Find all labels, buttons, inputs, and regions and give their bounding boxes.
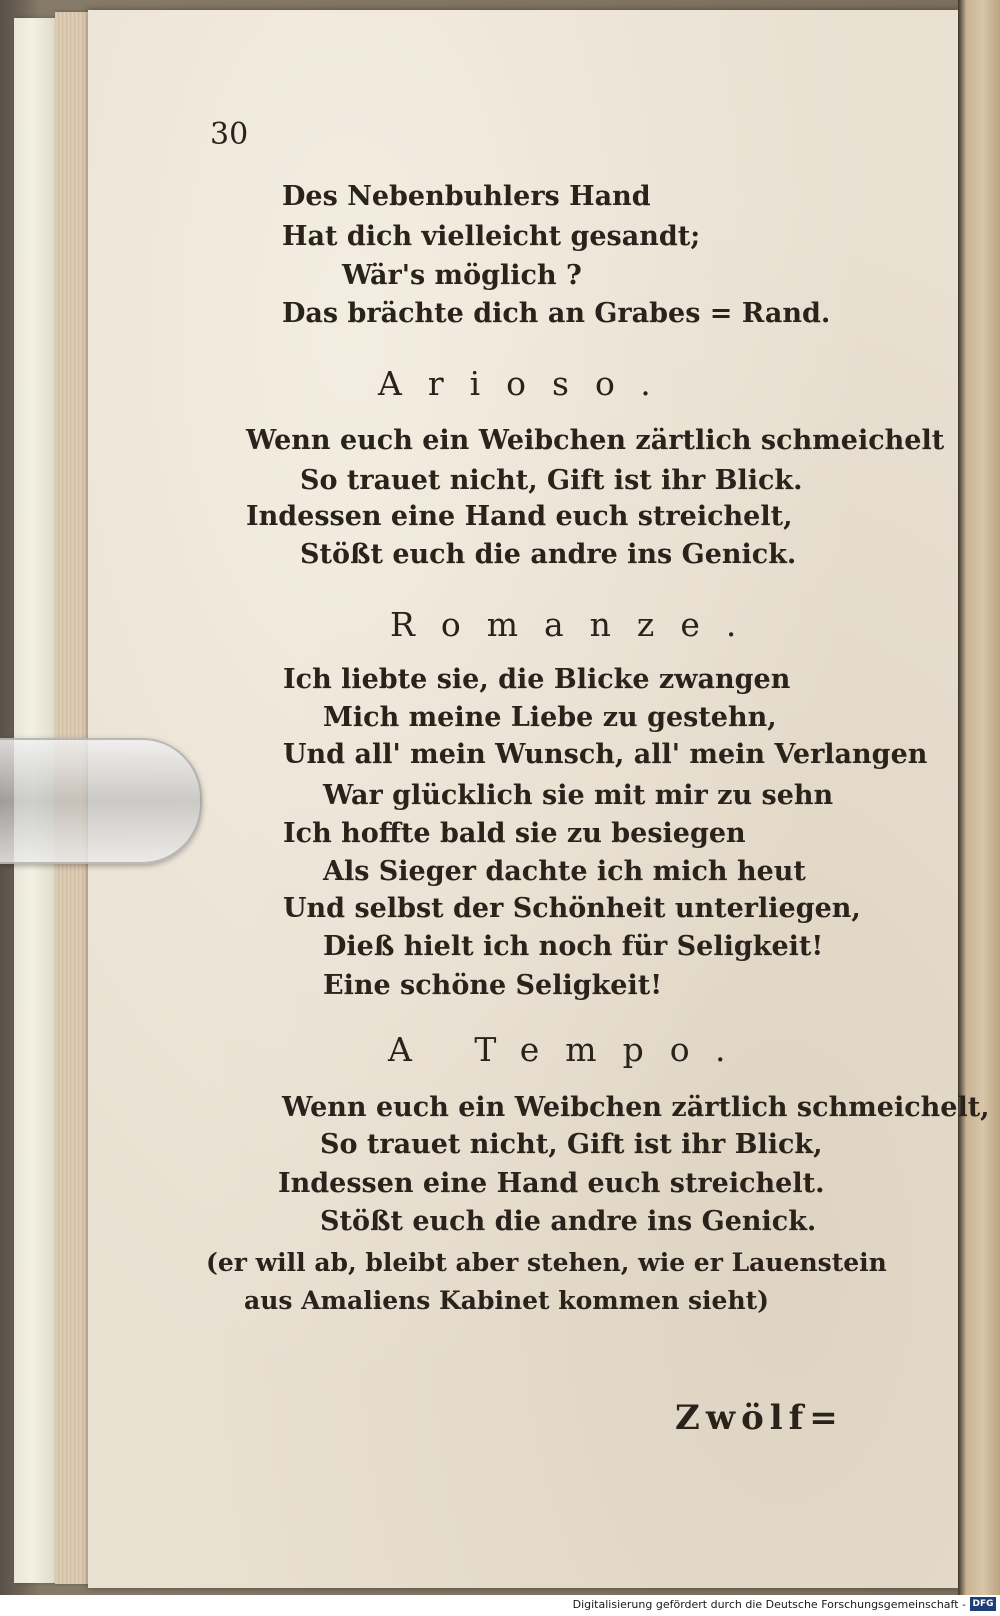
romanze-line-8: Dieß hielt ich noch für Seligkeit! — [323, 931, 824, 962]
romanze-line-6: Als Sieger dachte ich mich heut — [323, 856, 806, 887]
romanze-line-3: Und all' mein Wunsch, all' mein Verlangen — [283, 739, 928, 770]
stanza-1-line-1: Des Nebenbuhlers Hand — [282, 181, 651, 212]
a-tempo-line-1: Wenn euch ein Weibchen zärtlich schmeichelt, — [282, 1092, 990, 1123]
romanze-line-5: Ich hoffte bald sie zu besiegen — [283, 818, 746, 849]
stanza-1-line-3: Wär's möglich ? — [342, 260, 582, 291]
romanze-line-2: Mich meine Liebe zu gestehn, — [323, 702, 777, 733]
dfg-logo-icon: DFG — [970, 1597, 996, 1611]
romanze-line-9: Eine schöne Seligkeit! — [323, 970, 663, 1001]
arioso-line-2: So trauet nicht, Gift ist ihr Blick. — [300, 465, 803, 496]
footer-credit: Digitalisierung gefördert durch die Deutsche Forschungsgemeinschaft - — [572, 1598, 966, 1611]
stage-direction-line-2: aus Amaliens Kabinet kommen sieht) — [244, 1286, 770, 1315]
heading-romanze: Romanze. — [390, 605, 763, 644]
heading-a-tempo: A Tempo. — [388, 1030, 752, 1069]
romanze-line-4: War glücklich sie mit mir zu sehn — [323, 780, 834, 811]
stage-direction-line-1: (er will ab, bleibt aber stehen, wie er Lauenstein — [206, 1248, 887, 1277]
catchword: Zwölf= — [675, 1398, 844, 1438]
heading-arioso: Arioso. — [378, 364, 677, 403]
stanza-1-line-2: Hat dich vielleicht gesandt; — [282, 221, 701, 252]
arioso-line-1: Wenn euch ein Weibchen zärtlich schmeichelt — [246, 425, 945, 456]
stanza-1-line-4: Das brächte dich an Grabes = Rand. — [282, 298, 831, 329]
arioso-line-3: Indessen eine Hand euch streichelt, — [246, 501, 793, 532]
a-tempo-line-3: Indessen eine Hand euch streichelt. — [278, 1168, 825, 1199]
page-number: 30 — [210, 117, 249, 152]
plastic-page-clip — [0, 738, 202, 864]
arioso-line-4: Stößt euch die andre ins Genick. — [300, 539, 797, 570]
book-binding-edge — [958, 0, 1000, 1616]
a-tempo-line-2: So trauet nicht, Gift ist ihr Blick, — [320, 1129, 823, 1160]
a-tempo-line-4: Stößt euch die andre ins Genick. — [320, 1206, 817, 1237]
romanze-line-7: Und selbst der Schönheit unterliegen, — [283, 893, 861, 924]
romanze-line-1: Ich liebte sie, die Blicke zwangen — [283, 664, 791, 695]
